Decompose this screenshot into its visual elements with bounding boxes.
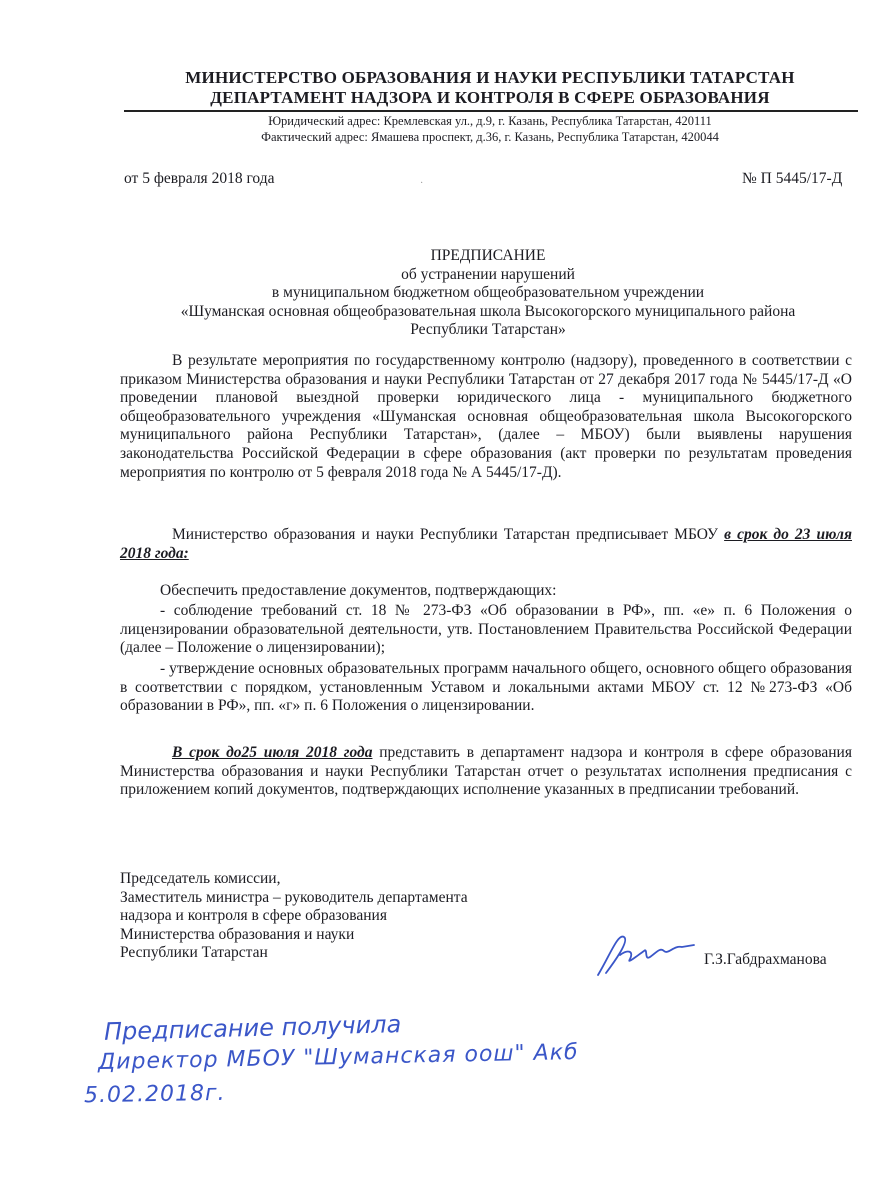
document-date: от 5 февраля 2018 года [124, 170, 275, 187]
title-institution-type: в муниципальном бюджетном общеобразовательном учреждении [271, 284, 705, 301]
signer-name: Г.З.Габдрахманова [704, 951, 827, 968]
department-name: ДЕПАРТАМЕНТ НАДЗОРА И КОНТРОЛЯ В СФЕРЕ ОБРАЗОВАНИЯ [210, 88, 770, 107]
prescription-text: Министерство образования и науки Республики Татарстан предписывает МБОУ [172, 526, 725, 543]
document-title [120, 247, 856, 340]
prescription-deadline: в срок до 23 июля 2018 года: [120, 526, 852, 562]
document-number: № П 5445/17-Д [742, 170, 843, 187]
receipt-note-line-1: Предписание получила [103, 1010, 402, 1046]
signatory-title [120, 870, 468, 963]
receipt-note-date: 5.02.2018г. [83, 1080, 226, 1109]
title-institution-name: «Шуманская основная общеобразовательная школа Высокогорского муниципального района [180, 302, 796, 320]
handwritten-signature [590, 925, 700, 985]
receipt-note-line-2: Директор МБОУ "Шуманская оош" Акб [97, 1039, 579, 1076]
signatory-line-1: Председатель комиссии, [120, 870, 281, 887]
signatory-line-5: Республики Татарстан [120, 944, 268, 961]
scan-speck: · [420, 178, 424, 189]
title-institution-region: Республики Татарстан» [410, 321, 566, 338]
signatory-line-3: надзора и контроля в сфере образования [120, 907, 387, 924]
actual-address: Фактический адрес: Ямашева проспект, д.36, г. Казань, Республика Татарстан, 420044 [261, 130, 719, 144]
report-paragraph [120, 744, 852, 800]
letterhead [180, 68, 800, 108]
report-text: представить в департамент надзора и контроля в сфере образования Министерства образования и науки Республики Татарстан отчет о результатах исполнения предписания с приложением копий документов, подтверждающих исполнение указанных в предписании требований. [120, 744, 852, 799]
legal-address: Юридический адрес: Кремлевская ул., д.9, г. Казань, Республика Татарстан, 420111 [268, 114, 712, 128]
report-deadline: В срок до25 июля 2018 года [172, 744, 373, 761]
prescription-paragraph [120, 526, 852, 563]
signatory-line-2: Заместитель министра – руководитель департамента [120, 888, 468, 906]
requirement-item-1: - соблюдение требований ст. 18 № 273-ФЗ «Об образовании в РФ», пп. «е» п. 6 Положения о лицензировании образовательной деятельности, утв. Постановлением Правительства Российской Федерации (далее – Положение о лицензировании); [120, 602, 852, 657]
signatory-line-4: Министерства образования и науки [120, 925, 355, 943]
header-divider [124, 110, 858, 112]
requirement-item-2: - утверждение основных образовательных программ начального общего, основного общего образования в соответствии с порядком, установленным Уставом и локальными актами МБОУ ст. 12 №273-ФЗ «Об образовании в РФ», пп. «г» п. 6 Положения о лицензировании. [120, 660, 852, 715]
ministry-name: МИНИСТЕРСТВО ОБРАЗОВАНИЯ И НАУКИ РЕСПУБЛИКИ ТАТАРСТАН [185, 68, 795, 87]
title-main: ПРЕДПИСАНИЕ [430, 247, 546, 264]
title-subject: об устранении нарушений [401, 265, 575, 283]
findings-paragraph: В результате мероприятия по государственному контролю (надзору), проведенного в соответствии с приказом Министерства образования и науки Республики Татарстан от 27 декабря 2017 года № 5445/17-Д «О проведении плановой выездной проверки юридического лица - муниципального бюджетного общеобразовательного учреждения «Шуманская основная общеобразовательная школа Высокогорского муниципального района Республики Татарстан», (далее – МБОУ) были выявлены нарушения законодательства Российской Федерации в сфере образования (акт проверки по результатам проведения мероприятия по контролю от 5 февраля 2018 года № А 5445/17-Д). [120, 352, 852, 481]
signature-scribble-text: Gaб [590, 925, 592, 926]
requirements-intro: Обеспечить предоставление документов, подтверждающих: [160, 582, 557, 599]
